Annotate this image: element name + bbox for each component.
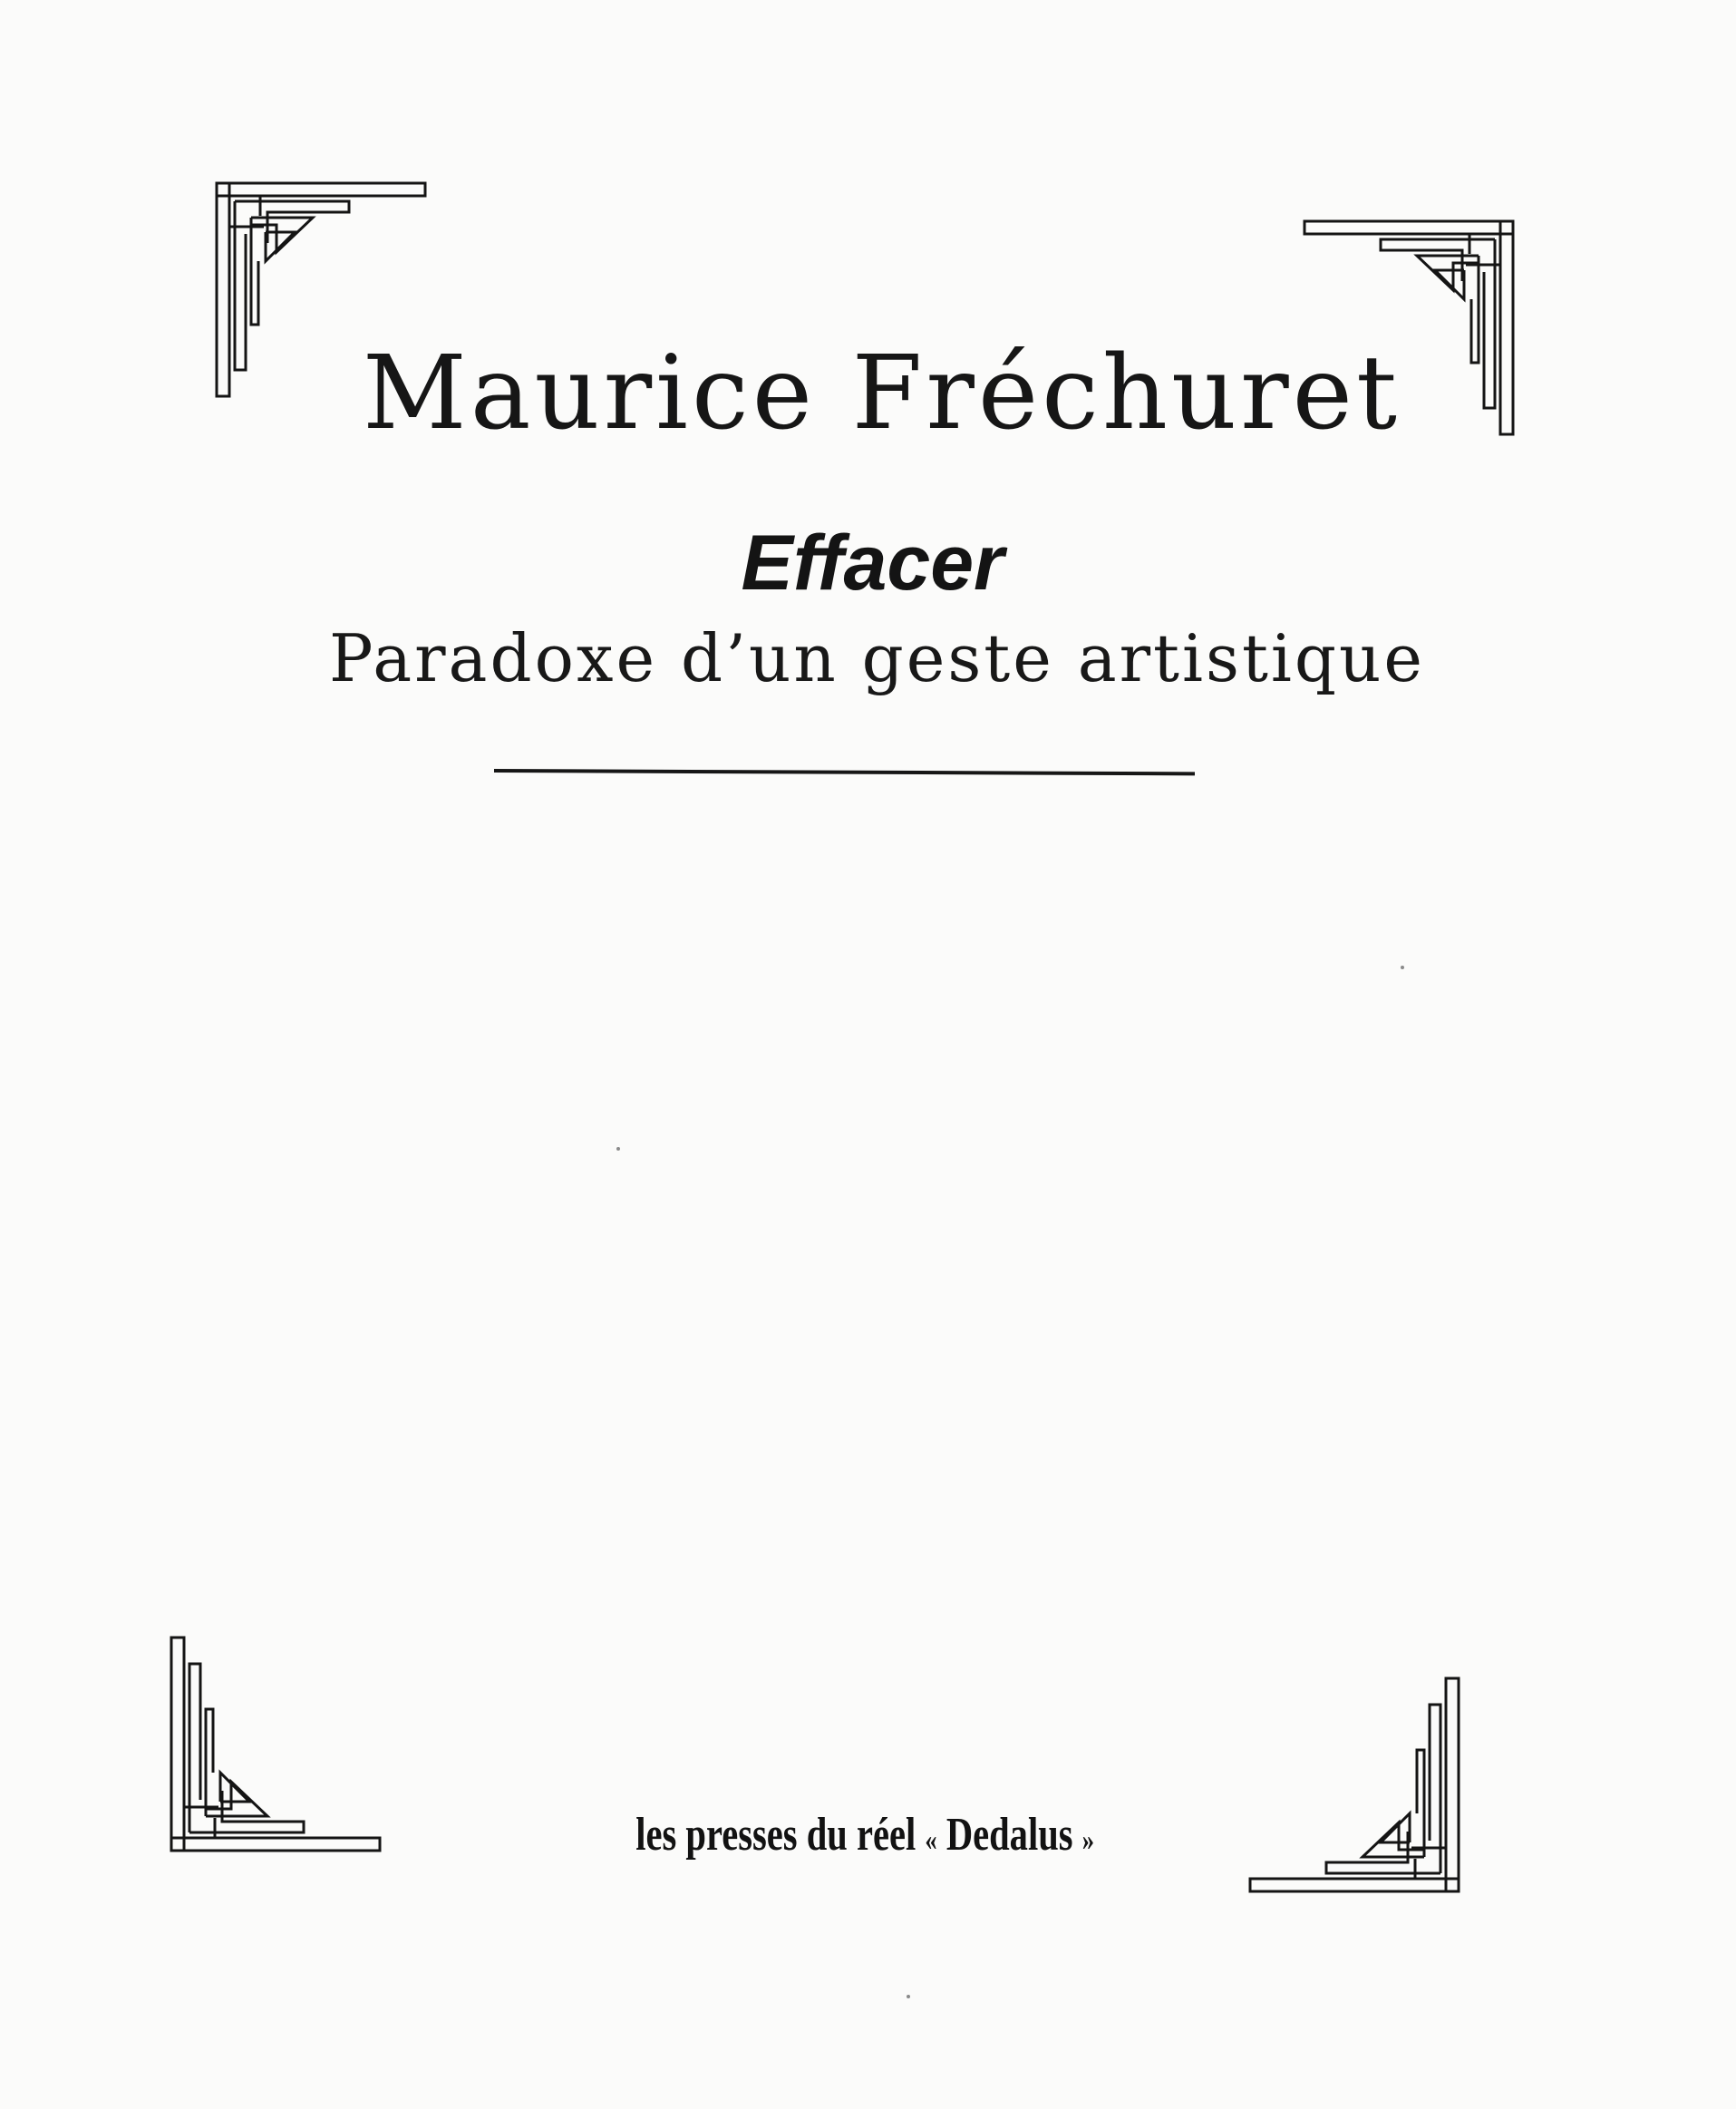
paper-speck xyxy=(616,1147,620,1151)
collection-name: Dedalus xyxy=(946,1809,1073,1861)
collection-open-quote: « xyxy=(925,1823,937,1857)
book-title: Effacer xyxy=(741,520,1004,607)
paper-speck xyxy=(907,1995,910,1998)
author-name: Maurice Fréchuret xyxy=(363,335,1401,452)
collection-close-quote: » xyxy=(1081,1823,1094,1857)
paper-speck xyxy=(1401,966,1404,969)
publisher-line xyxy=(188,1809,1542,1861)
title-divider xyxy=(494,769,1195,775)
book-subtitle: Paradoxe d’un geste artistique xyxy=(329,620,1425,696)
corner-ornament-bottom-right-icon xyxy=(1245,1668,1462,1895)
publisher-name: les presses du réel xyxy=(635,1809,916,1861)
